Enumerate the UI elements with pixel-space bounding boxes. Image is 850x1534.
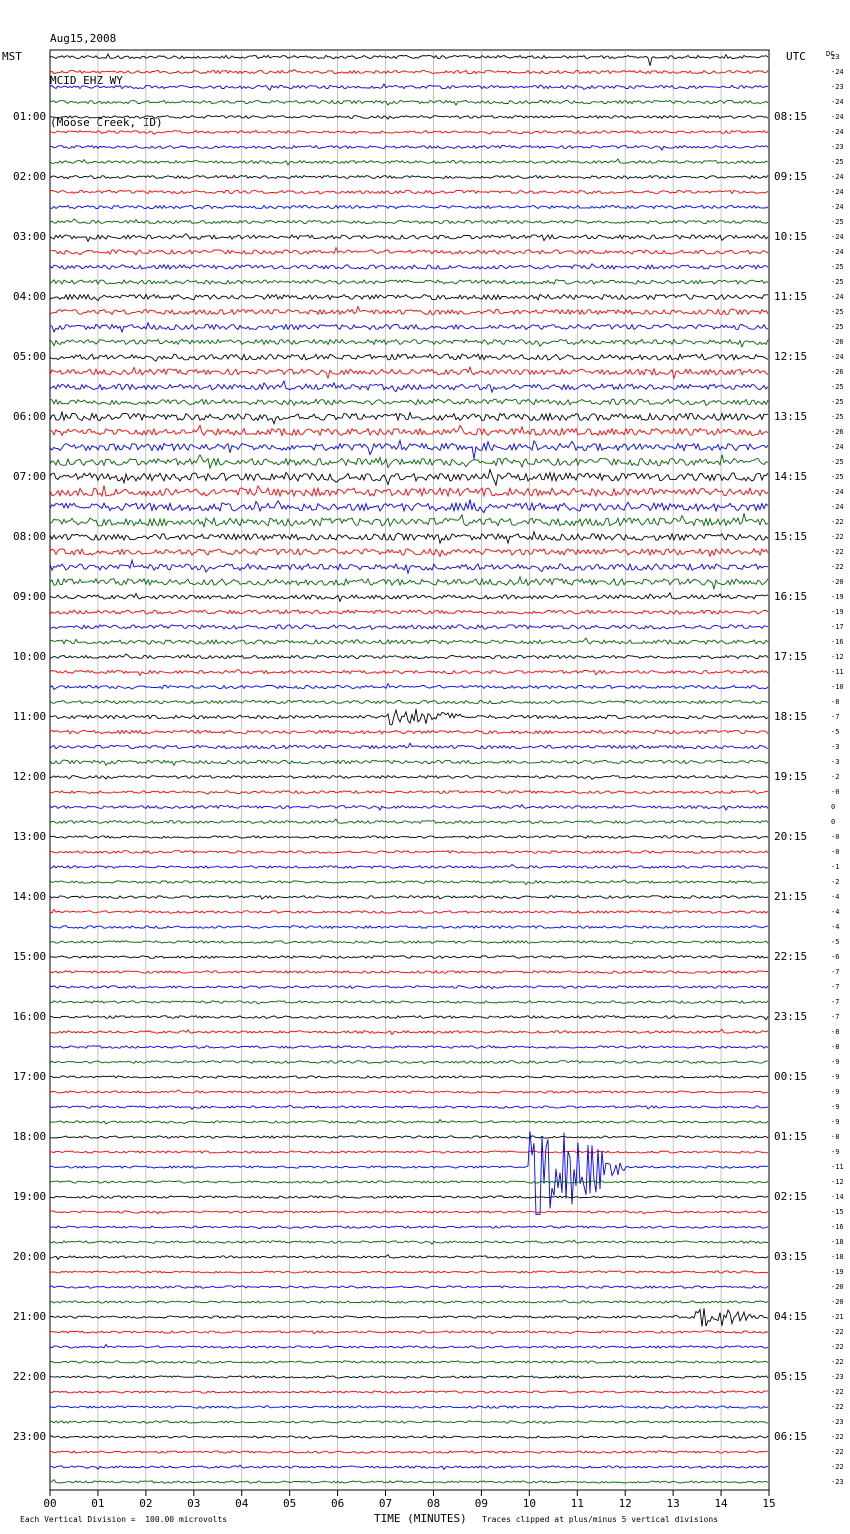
trace-line: [50, 1120, 768, 1124]
trace-line: [50, 264, 768, 269]
trace-line: [50, 175, 768, 179]
dc-offset-value: -23: [831, 1373, 844, 1381]
dc-offset-value: -3: [831, 758, 840, 766]
dc-offset-value: 23: [831, 53, 840, 61]
trace-line: [50, 323, 768, 332]
trace-line: [50, 700, 768, 703]
trace-line: [50, 791, 768, 795]
header-location: (Moose Creek, ID): [50, 116, 163, 129]
trace-line: [50, 1076, 768, 1078]
trace-line: [50, 1211, 768, 1214]
dc-offset-value: -2: [831, 878, 840, 886]
left-hour-label: 12:00: [13, 770, 47, 783]
trace-line: [50, 577, 768, 589]
left-hour-label: 20:00: [13, 1250, 47, 1263]
left-hour-label: 05:00: [13, 350, 47, 363]
trace-line: [50, 234, 768, 242]
trace-line: [50, 367, 768, 378]
dc-offset-value: -24: [831, 173, 844, 181]
x-tick-label: 11: [570, 1497, 584, 1510]
trace-line: [50, 1406, 768, 1408]
trace-line: [50, 669, 768, 675]
dc-offset-value: -20: [831, 1283, 844, 1291]
dc-offset-value: 0: [831, 803, 836, 811]
trace-line: [50, 84, 768, 90]
left-hour-label: 21:00: [13, 1310, 47, 1323]
left-hour-label: 17:00: [13, 1070, 47, 1083]
trace-line: [50, 1345, 768, 1349]
dc-offset-value: -24: [831, 128, 844, 136]
right-hour-label: 18:15: [774, 710, 808, 723]
trace-line: [50, 146, 768, 150]
x-tick-label: 05: [283, 1497, 297, 1510]
trace-line: [50, 941, 768, 944]
dc-offset-value: -22: [831, 1403, 844, 1411]
right-hour-label: 02:15: [774, 1190, 808, 1203]
dc-offset-value: -22: [831, 1328, 844, 1336]
dc-offset-value: -9: [831, 1073, 840, 1081]
dc-offset-value: -10: [831, 683, 844, 691]
right-hour-label: 19:15: [774, 770, 808, 783]
right-timezone-label: UTC: [786, 50, 806, 63]
dc-offset-value: -8: [831, 698, 840, 706]
trace-line: [50, 131, 768, 135]
trace-line: [50, 896, 768, 900]
dc-offset-value: -7: [831, 983, 840, 991]
x-tick-label: 01: [91, 1497, 105, 1510]
trace-line: [50, 1331, 768, 1334]
dc-offset-value: -26: [831, 428, 844, 436]
trace-line: [50, 709, 768, 725]
trace-line: [50, 1376, 768, 1378]
dc-offset-value: -22: [831, 1463, 844, 1471]
right-hour-label: 21:15: [774, 890, 808, 903]
trace-line: [50, 1255, 768, 1260]
dc-offset-value: -23: [831, 1478, 844, 1486]
trace-line: [50, 654, 768, 659]
left-hour-label: 18:00: [13, 1130, 47, 1143]
trace-line: [50, 248, 768, 255]
dc-offset-value: 0: [831, 818, 836, 826]
trace-line: [50, 880, 768, 885]
trace-line: [50, 1001, 768, 1004]
right-hour-label: 05:15: [774, 1370, 808, 1383]
dc-offset-value: -21: [831, 1313, 844, 1321]
x-tick-label: 09: [474, 1497, 489, 1510]
x-tick-label: 10: [522, 1497, 536, 1510]
dc-offset-value: -22: [831, 1388, 844, 1396]
dc-offset-value: -24: [831, 113, 844, 121]
trace-line: [50, 190, 768, 194]
dc-offset-value: -24: [831, 248, 844, 256]
trace-line: [50, 1465, 768, 1469]
right-hour-label: 01:15: [774, 1130, 808, 1143]
trace-line: [50, 1061, 768, 1064]
left-hour-label: 01:00: [13, 110, 47, 123]
dc-offset-value: -4: [831, 908, 840, 916]
trace-line: [50, 805, 768, 811]
right-hour-label: 10:15: [774, 230, 808, 243]
left-hour-label: 22:00: [13, 1370, 47, 1383]
trace-line: [50, 1029, 768, 1034]
dc-offset-value: -20: [831, 578, 844, 586]
dc-offset-value: -25: [831, 218, 844, 226]
right-hour-label: 15:15: [774, 530, 808, 543]
trace-line: [50, 1105, 768, 1109]
dc-offset-value: -25: [831, 398, 844, 406]
trace-line: [50, 851, 768, 854]
dc-offset-value: -17: [831, 623, 844, 631]
trace-line: [50, 610, 768, 615]
trace-line: [50, 1421, 768, 1424]
dc-offset-value: -9: [831, 1103, 840, 1111]
trace-line: [50, 54, 768, 66]
left-hour-label: 13:00: [13, 830, 47, 843]
left-hour-label: 08:00: [13, 530, 47, 543]
dc-offset-value: -4: [831, 893, 840, 901]
dc-offset-value: -9: [831, 1118, 840, 1126]
trace-line: [50, 1240, 768, 1244]
left-hour-label: 16:00: [13, 1010, 47, 1023]
trace-line: [50, 354, 768, 361]
dc-offset-value: -2: [831, 773, 840, 781]
dc-offset-value: -25: [831, 158, 844, 166]
trace-line: [50, 776, 768, 780]
dc-offset-value: -24: [831, 68, 844, 76]
left-hour-label: 15:00: [13, 950, 47, 963]
trace-line: [50, 836, 768, 839]
dc-offset-value: -14: [831, 1193, 844, 1201]
dc-offset-value: -23: [831, 1418, 844, 1426]
trace-line: [50, 1226, 768, 1229]
dc-offset-value: -0: [831, 848, 840, 856]
dc-offset-value: -0: [831, 788, 840, 796]
trace-line: [50, 1046, 768, 1049]
trace-line: [50, 1090, 768, 1093]
dc-offset-value: -9: [831, 1058, 840, 1066]
dc-offset-value: -4: [831, 923, 840, 931]
x-tick-label: 12: [618, 1497, 632, 1510]
right-hour-label: 00:15: [774, 1070, 808, 1083]
left-hour-label: 03:00: [13, 230, 47, 243]
trace-line: [50, 294, 768, 300]
trace-line: [50, 1391, 768, 1393]
right-hour-label: 11:15: [774, 290, 808, 303]
trace-line: [50, 1151, 768, 1153]
left-hour-label: 19:00: [13, 1190, 47, 1203]
trace-line: [50, 70, 768, 74]
header-station: MCID EHZ WY: [50, 74, 123, 87]
right-hour-label: 08:15: [774, 110, 808, 123]
trace-line: [50, 926, 768, 929]
dc-offset-value: -19: [831, 593, 844, 601]
dc-offset-value: -7: [831, 968, 840, 976]
trace-line: [50, 986, 768, 989]
dc-offset-value: -24: [831, 233, 844, 241]
left-hour-label: 09:00: [13, 590, 47, 603]
dc-offset-value: -5: [831, 728, 840, 736]
dc-offset-value: -25: [831, 278, 844, 286]
dc-offset-value: -7: [831, 713, 840, 721]
dc-label: DC: [826, 50, 835, 58]
trace-line: [50, 560, 768, 573]
trace-line: [50, 532, 768, 544]
trace-line: [50, 1451, 768, 1453]
trace-line: [50, 1136, 768, 1138]
x-tick-label: 00: [43, 1497, 57, 1510]
right-hour-label: 16:15: [774, 590, 808, 603]
trace-line: [50, 684, 768, 690]
left-hour-label: 23:00: [13, 1430, 47, 1443]
x-tick-label: 02: [139, 1497, 153, 1510]
dc-offset-value: -11: [831, 668, 844, 676]
dc-offset-value: -18: [831, 1238, 844, 1246]
trace-line: [50, 971, 768, 974]
dc-offset-value: -19: [831, 1268, 844, 1276]
x-tick-label: 13: [666, 1497, 680, 1510]
trace-line: [50, 399, 768, 405]
dc-offset-value: -22: [831, 548, 844, 556]
dc-offset-value: -24: [831, 503, 844, 511]
dc-offset-value: -22: [831, 563, 844, 571]
trace-line: [50, 455, 768, 469]
trace-line: [50, 638, 768, 644]
right-hour-label: 13:15: [774, 410, 808, 423]
footer-clip-note: Traces clipped at plus/minus 5 vertical divisions: [482, 1515, 719, 1524]
dc-offset-value: -22: [831, 1358, 844, 1366]
trace-line: [50, 1361, 768, 1363]
dc-offset-value: -24: [831, 188, 844, 196]
trace-line: [50, 1181, 768, 1183]
trace-line: [50, 730, 768, 734]
left-hour-label: 10:00: [13, 650, 47, 663]
trace-line: [50, 500, 768, 513]
dc-offset-value: -22: [831, 1448, 844, 1456]
dc-offset-value: -20: [831, 1298, 844, 1306]
trace-line: [50, 219, 768, 224]
dc-offset-value: -12: [831, 1178, 844, 1186]
trace-line: [50, 1271, 768, 1273]
dc-offset-value: -15: [831, 1208, 844, 1216]
footer-scale: Each Vertical Division = 100.00 microvolts: [20, 1515, 228, 1524]
dc-offset-value: -24: [831, 353, 844, 361]
trace-line: [50, 819, 768, 823]
right-hour-label: 20:15: [774, 830, 808, 843]
dc-offset-value: -23: [831, 143, 844, 151]
right-hour-label: 03:15: [774, 1250, 808, 1263]
trace-line: [50, 593, 768, 602]
dc-offset-value: -11: [831, 1163, 844, 1171]
left-hour-label: 04:00: [13, 290, 47, 303]
trace-line: [50, 307, 768, 315]
trace-line: [50, 205, 768, 208]
trace-line: [50, 956, 768, 959]
trace-line: [50, 1196, 768, 1198]
trace-line: [50, 159, 768, 165]
dc-offset-value: -23: [831, 83, 844, 91]
right-hour-label: 04:15: [774, 1310, 808, 1323]
x-tick-label: 03: [187, 1497, 201, 1510]
trace-line: [50, 1300, 768, 1303]
dc-offset-value: -19: [831, 608, 844, 616]
trace-line: [50, 100, 768, 105]
dc-offset-value: -25: [831, 308, 844, 316]
dc-offset-value: -12: [831, 653, 844, 661]
dc-offset-value: -24: [831, 98, 844, 106]
left-hour-label: 14:00: [13, 890, 47, 903]
trace-line: [50, 1480, 768, 1483]
dc-offset-value: -1: [831, 863, 840, 871]
dc-offset-value: -8: [831, 1133, 840, 1141]
trace-line: [50, 1308, 768, 1326]
x-tick-label: 07: [378, 1497, 393, 1510]
x-tick-label: 04: [235, 1497, 249, 1510]
dc-offset-value: -26: [831, 368, 844, 376]
trace-line: [50, 440, 768, 458]
trace-line: [50, 470, 768, 486]
trace-line: [50, 743, 768, 749]
dc-offset-value: -24: [831, 443, 844, 451]
x-tick-label: 14: [714, 1497, 728, 1510]
trace-line: [50, 280, 768, 284]
trace-line: [50, 116, 768, 119]
x-tick-label: 08: [426, 1497, 441, 1510]
dc-offset-value: -25: [831, 263, 844, 271]
dc-offset-value: -25: [831, 413, 844, 421]
trace-line: [50, 1016, 768, 1020]
trace-line: [50, 625, 768, 630]
right-hour-label: 22:15: [774, 950, 808, 963]
dc-offset-value: -25: [831, 383, 844, 391]
dc-offset-value: -16: [831, 638, 844, 646]
right-hour-label: 14:15: [774, 470, 808, 483]
dc-offset-value: -16: [831, 1223, 844, 1231]
trace-line: [50, 381, 768, 392]
header-date: Aug15,2008: [50, 32, 117, 45]
dc-offset-value: -22: [831, 1343, 844, 1351]
dc-offset-value: -24: [831, 293, 844, 301]
dc-offset-value: -22: [831, 1433, 844, 1441]
dc-offset-value: -5: [831, 938, 840, 946]
trace-line: [50, 760, 768, 766]
dc-offset-value: -8: [831, 1028, 840, 1036]
trace-line: [50, 549, 768, 557]
trace-line: [50, 412, 768, 424]
dc-offset-value: -0: [831, 833, 840, 841]
right-hour-label: 06:15: [774, 1430, 808, 1443]
dc-offset-value: -25: [831, 458, 844, 466]
trace-line: [50, 1286, 768, 1288]
left-timezone-label: MST: [2, 50, 22, 63]
footer-xlabel: TIME (MINUTES): [374, 1512, 467, 1525]
trace-line: [50, 865, 768, 869]
right-hour-label: 12:15: [774, 350, 808, 363]
trace-line: [50, 1436, 768, 1439]
left-hour-label: 11:00: [13, 710, 47, 723]
dc-offset-value: -9: [831, 1148, 840, 1156]
dc-offset-value: -22: [831, 533, 844, 541]
dc-offset-value: -25: [831, 473, 844, 481]
trace-line: [50, 1132, 768, 1215]
dc-offset-value: -8: [831, 1043, 840, 1051]
trace-line: [50, 425, 768, 435]
dc-offset-value: -24: [831, 203, 844, 211]
right-hour-label: 23:15: [774, 1010, 808, 1023]
dc-offset-value: -7: [831, 998, 840, 1006]
right-hour-label: 17:15: [774, 650, 808, 663]
x-tick-label: 15: [762, 1497, 776, 1510]
dc-offset-value: -24: [831, 488, 844, 496]
dc-offset-value: -3: [831, 743, 840, 751]
dc-offset-value: -25: [831, 323, 844, 331]
trace-line: [50, 513, 768, 526]
dc-offset-value: -6: [831, 953, 840, 961]
x-tick-label: 06: [330, 1497, 345, 1510]
dc-offset-value: -18: [831, 1253, 844, 1261]
trace-line: [50, 485, 768, 496]
left-hour-label: 07:00: [13, 470, 47, 483]
dc-offset-value: -7: [831, 1013, 840, 1021]
dc-offset-value: -22: [831, 518, 844, 526]
left-hour-label: 02:00: [13, 170, 47, 183]
trace-line: [50, 909, 768, 913]
trace-line: [50, 340, 768, 347]
dc-offset-value: -9: [831, 1088, 840, 1096]
left-hour-label: 06:00: [13, 410, 47, 423]
dc-offset-value: -26: [831, 338, 844, 346]
right-hour-label: 09:15: [774, 170, 808, 183]
